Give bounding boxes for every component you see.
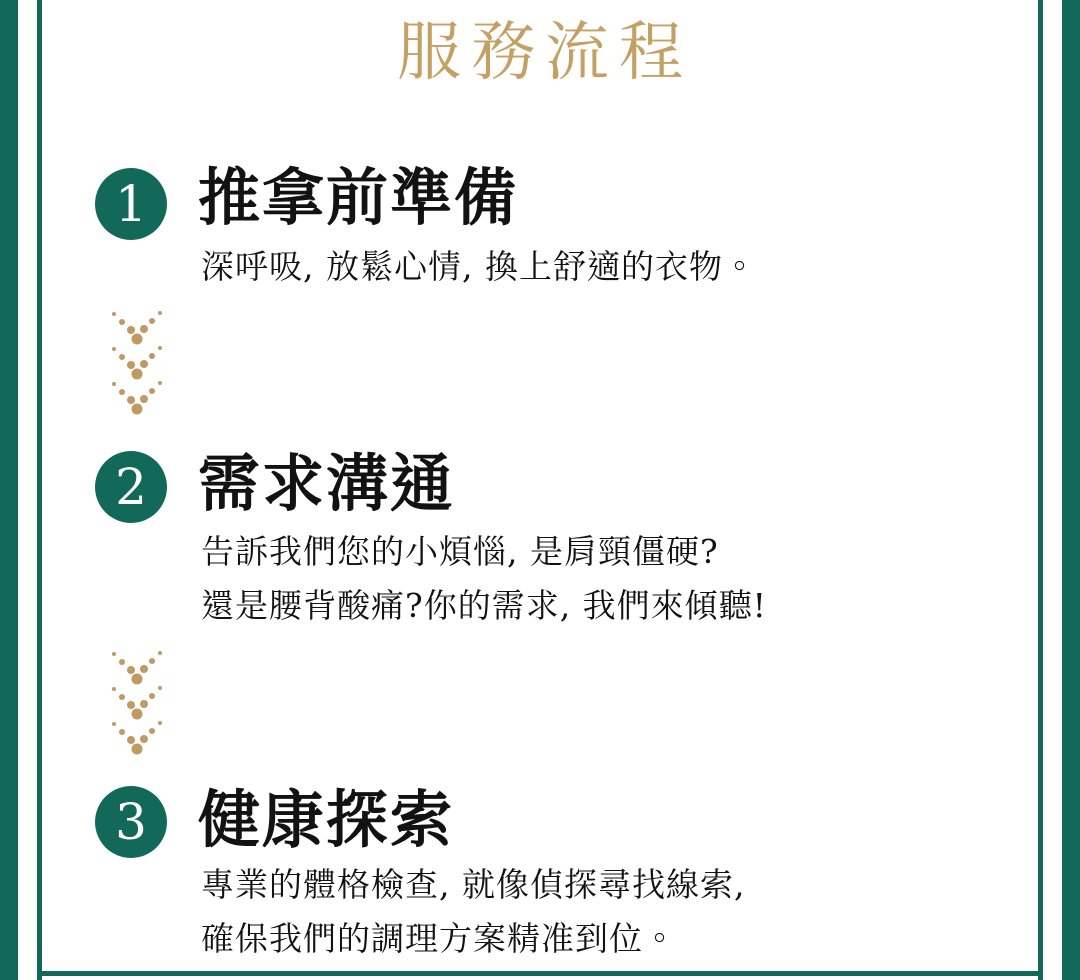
flow-arrow-icon	[110, 650, 164, 760]
step-3-description-line: 確保我們的調理方案精准到位。	[201, 919, 677, 958]
step-3-description	[201, 858, 745, 966]
step-2-number: 2	[115, 458, 147, 516]
step-2-number-badge	[95, 451, 167, 523]
step-1-description	[201, 240, 757, 294]
inner-frame-bottom-line	[37, 971, 1043, 976]
page-title: 服務流程	[397, 16, 693, 90]
step-3-description-line: 專業的體格檢查, 就像偵探尋找線索,	[201, 865, 746, 904]
step-2-description	[201, 525, 767, 633]
step-1-number: 1	[115, 175, 147, 233]
step-3-number-badge	[95, 786, 167, 858]
step-3-number: 3	[115, 793, 147, 851]
step-1-number-badge	[95, 168, 167, 240]
step-2-title: 需求溝通	[198, 447, 455, 520]
left-outer-green-bar	[0, 0, 18, 980]
left-inner-frame-line	[37, 0, 42, 980]
step-1-title: 推拿前準備	[198, 161, 519, 234]
step-3-title: 健康探索	[198, 783, 455, 856]
step-1-description-line: 深呼吸, 放鬆心情, 換上舒適的衣物。	[201, 247, 757, 286]
flow-arrow-icon	[110, 310, 164, 420]
step-2-description-line: 還是腰背酸痛?你的需求, 我們來傾聽!	[201, 586, 767, 625]
step-2-description-line: 告訴我們您的小煩惱, 是肩頸僵硬?	[201, 532, 719, 571]
right-outer-green-bar	[1062, 0, 1080, 980]
right-inner-frame-line	[1038, 0, 1043, 980]
